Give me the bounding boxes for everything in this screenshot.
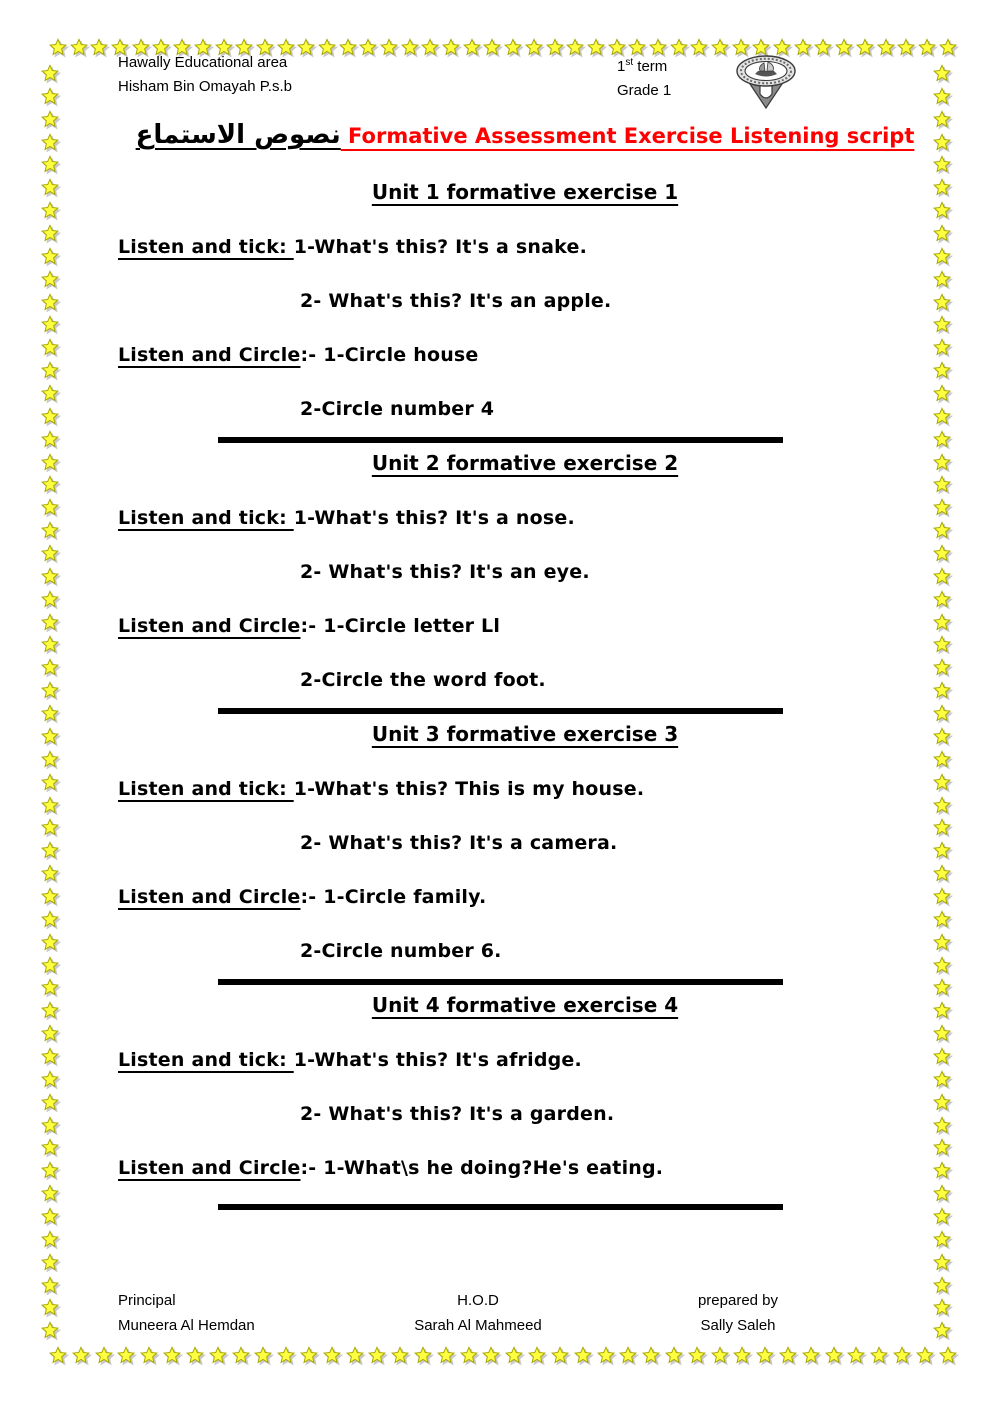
star-icon xyxy=(459,1346,479,1365)
star-icon xyxy=(932,1138,952,1157)
hod-role-label: H.O.D xyxy=(457,1292,499,1309)
unit-section-4 xyxy=(118,992,932,1210)
star-icon xyxy=(755,1346,775,1365)
star-icon xyxy=(69,38,89,57)
star-icon xyxy=(550,1346,570,1365)
star-icon xyxy=(573,1346,593,1365)
unit-3-circle-line-1 xyxy=(118,885,932,909)
star-icon xyxy=(413,1346,433,1365)
star-icon xyxy=(932,430,952,449)
star-border-right xyxy=(932,64,954,1341)
star-icon xyxy=(932,338,952,357)
star-icon xyxy=(687,1346,707,1365)
circle-punctuation: :- xyxy=(300,1157,324,1179)
listen-and-circle-label: Listen and Circle xyxy=(118,886,301,908)
star-icon xyxy=(932,727,952,746)
unit-4-tick-line-1 xyxy=(118,1048,932,1072)
star-icon xyxy=(231,1346,251,1365)
title-arabic: نصوص الاستماع xyxy=(135,120,341,150)
star-icon xyxy=(40,87,60,106)
star-icon xyxy=(824,1346,844,1365)
star-icon xyxy=(932,750,952,769)
star-icon xyxy=(71,1346,91,1365)
star-icon xyxy=(932,635,952,654)
unit-1-heading: Unit 1 formative exercise 1 xyxy=(371,180,679,204)
header-term-block xyxy=(617,51,671,103)
star-icon xyxy=(932,315,952,334)
tick-item-1: 1-What's this? It's afridge. xyxy=(293,1049,582,1071)
section-divider-2 xyxy=(218,708,783,714)
star-icon xyxy=(40,1184,60,1203)
star-icon xyxy=(892,1346,912,1365)
star-icon xyxy=(932,1184,952,1203)
unit-2-heading: Unit 2 formative exercise 2 xyxy=(371,451,679,475)
prepared-by-role-label: prepared by xyxy=(697,1292,779,1309)
star-icon xyxy=(932,1161,952,1180)
star-icon xyxy=(664,1346,684,1365)
term-word: term xyxy=(633,58,668,75)
term-number: 1 xyxy=(617,58,626,75)
star-icon xyxy=(504,1346,524,1365)
section-divider-3 xyxy=(218,979,783,985)
tick-item-1: 1-What's this? This is my house. xyxy=(293,778,645,800)
star-icon xyxy=(40,727,60,746)
star-icon xyxy=(208,1346,228,1365)
star-icon xyxy=(40,64,60,83)
star-icon xyxy=(40,338,60,357)
star-icon xyxy=(932,1321,952,1340)
term-label xyxy=(617,51,671,79)
listen-and-tick-label: Listen and tick: xyxy=(118,778,294,800)
unit-2-tick-line-1 xyxy=(118,506,932,530)
unit-1-circle-line-2: 2-Circle number 4 xyxy=(300,398,495,420)
star-icon xyxy=(40,1161,60,1180)
star-icon xyxy=(436,1346,456,1365)
star-icon xyxy=(932,133,952,152)
star-icon xyxy=(932,796,952,815)
star-icon xyxy=(48,1346,68,1365)
star-icon xyxy=(89,38,109,57)
star-icon xyxy=(932,1230,952,1249)
document-header xyxy=(118,48,932,118)
star-icon xyxy=(932,956,952,975)
header-left-block xyxy=(118,51,292,99)
star-icon xyxy=(932,773,952,792)
unit-1-tick-line-1 xyxy=(118,235,932,259)
star-icon xyxy=(932,475,952,494)
star-icon xyxy=(40,658,60,677)
star-icon xyxy=(40,567,60,586)
star-icon xyxy=(801,1346,821,1365)
listen-and-tick-label: Listen and tick: xyxy=(118,236,294,258)
unit-3-tick-line-2: 2- What's this? It's a camera. xyxy=(300,832,618,854)
star-icon xyxy=(932,1024,952,1043)
star-icon xyxy=(40,956,60,975)
star-icon xyxy=(596,1346,616,1365)
star-icon xyxy=(40,750,60,769)
footer-hod-column xyxy=(353,1288,603,1338)
star-icon xyxy=(116,1346,136,1365)
unit-section-3 xyxy=(118,721,932,985)
unit-2-circle-line-2: 2-Circle the word foot. xyxy=(300,669,546,691)
kuwait-emblem-icon xyxy=(734,52,798,116)
school-name-label: Hisham Bin Omayah P.s.b xyxy=(118,78,292,95)
star-icon xyxy=(932,887,952,906)
unit-section-1 xyxy=(118,179,932,443)
star-icon xyxy=(40,475,60,494)
star-icon xyxy=(48,38,68,57)
star-icon xyxy=(938,38,958,57)
star-icon xyxy=(40,681,60,700)
circle-item-1: 1-What\s he doing?He's eating. xyxy=(323,1157,664,1179)
star-icon xyxy=(932,864,952,883)
star-icon xyxy=(40,1024,60,1043)
circle-item-1: 1-Circle house xyxy=(323,344,479,366)
unit-1-tick-line-2: 2- What's this? It's an apple. xyxy=(300,290,612,312)
star-icon xyxy=(932,1001,952,1020)
star-icon xyxy=(618,1346,638,1365)
star-icon xyxy=(932,1207,952,1226)
star-icon xyxy=(40,315,60,334)
star-icon xyxy=(40,773,60,792)
star-icon xyxy=(40,910,60,929)
unit-2-tick-line-2: 2- What's this? It's an eye. xyxy=(300,561,590,583)
star-icon xyxy=(932,201,952,220)
listen-and-circle-label: Listen and Circle xyxy=(118,1157,301,1179)
star-icon xyxy=(345,1346,365,1365)
star-icon xyxy=(162,1346,182,1365)
unit-1-circle-line-1 xyxy=(118,343,932,367)
star-icon xyxy=(932,613,952,632)
unit-section-2 xyxy=(118,450,932,714)
star-icon xyxy=(40,384,60,403)
star-icon xyxy=(139,1346,159,1365)
star-icon xyxy=(932,1276,952,1295)
principal-name: Muneera Al Hemdan xyxy=(118,1317,255,1334)
document-content xyxy=(118,48,932,1340)
circle-item-1: 1-Circle letter Ll xyxy=(323,615,501,637)
star-icon xyxy=(932,407,952,426)
star-icon xyxy=(40,933,60,952)
star-icon xyxy=(481,1346,501,1365)
star-icon xyxy=(299,1346,319,1365)
star-icon xyxy=(185,1346,205,1365)
star-icon xyxy=(40,361,60,380)
star-icon xyxy=(932,1047,952,1066)
unit-4-heading: Unit 4 formative exercise 4 xyxy=(371,993,679,1017)
star-icon xyxy=(40,1001,60,1020)
section-divider-4 xyxy=(218,1204,783,1210)
star-icon xyxy=(40,201,60,220)
star-icon xyxy=(40,247,60,266)
star-icon xyxy=(40,818,60,837)
star-icon xyxy=(932,681,952,700)
star-icon xyxy=(932,178,952,197)
star-icon xyxy=(932,590,952,609)
star-icon xyxy=(253,1346,273,1365)
star-icon xyxy=(932,453,952,472)
star-icon xyxy=(40,864,60,883)
star-icon xyxy=(40,1298,60,1317)
grade-label: Grade 1 xyxy=(617,82,672,99)
circle-item-1: 1-Circle family. xyxy=(323,886,487,908)
unit-3-circle-line-2: 2-Circle number 6. xyxy=(300,940,502,962)
star-icon xyxy=(710,1346,730,1365)
star-icon xyxy=(40,1276,60,1295)
educational-area-label: Hawally Educational area xyxy=(118,54,288,71)
star-icon xyxy=(932,1070,952,1089)
footer-prepared-by-column xyxy=(618,1288,858,1338)
term-ordinal-suffix: st xyxy=(625,57,634,68)
star-icon xyxy=(938,1346,958,1365)
star-icon xyxy=(778,1346,798,1365)
star-icon xyxy=(932,498,952,517)
star-icon xyxy=(732,1346,752,1365)
title-english: Formative Assessment Exercise Listening script xyxy=(340,124,915,148)
star-icon xyxy=(40,498,60,517)
star-icon xyxy=(367,1346,387,1365)
tick-item-1: 1-What's this? It's a snake. xyxy=(293,236,587,258)
star-icon xyxy=(932,155,952,174)
star-icon xyxy=(932,247,952,266)
star-icon xyxy=(932,544,952,563)
hod-name: Sarah Al Mahmeed xyxy=(414,1317,542,1334)
star-icon xyxy=(915,1346,935,1365)
star-icon xyxy=(40,796,60,815)
star-icon xyxy=(40,1321,60,1340)
listen-and-circle-label: Listen and Circle xyxy=(118,344,301,366)
star-icon xyxy=(390,1346,410,1365)
listen-and-circle-label: Listen and Circle xyxy=(118,615,301,637)
star-icon xyxy=(641,1346,661,1365)
star-icon xyxy=(846,1346,866,1365)
star-icon xyxy=(40,407,60,426)
star-icon xyxy=(932,64,952,83)
star-icon xyxy=(932,224,952,243)
star-icon xyxy=(40,1047,60,1066)
star-icon xyxy=(932,110,952,129)
document-footer xyxy=(118,1288,932,1340)
star-icon xyxy=(40,133,60,152)
star-border-bottom xyxy=(48,1346,958,1365)
star-icon xyxy=(40,1253,60,1272)
star-icon xyxy=(322,1346,342,1365)
star-border-left xyxy=(40,64,62,1341)
star-icon xyxy=(932,293,952,312)
star-icon xyxy=(40,590,60,609)
document-title xyxy=(118,118,932,155)
star-icon xyxy=(932,521,952,540)
star-icon xyxy=(40,544,60,563)
star-icon xyxy=(40,887,60,906)
star-icon xyxy=(40,1230,60,1249)
unit-2-circle-line-1 xyxy=(118,614,932,638)
unit-4-tick-line-2: 2- What's this? It's a garden. xyxy=(300,1103,615,1125)
footer-principal-column xyxy=(118,1288,255,1338)
circle-punctuation: :- xyxy=(300,886,324,908)
star-icon xyxy=(276,1346,296,1365)
star-icon xyxy=(40,841,60,860)
star-icon xyxy=(932,704,952,723)
star-icon xyxy=(40,635,60,654)
principal-role-label: Principal xyxy=(118,1292,176,1309)
star-icon xyxy=(932,1116,952,1135)
star-icon xyxy=(40,224,60,243)
listen-and-tick-label: Listen and tick: xyxy=(118,507,294,529)
star-icon xyxy=(40,613,60,632)
star-icon xyxy=(40,270,60,289)
star-icon xyxy=(932,87,952,106)
circle-punctuation: :- xyxy=(300,344,324,366)
star-icon xyxy=(40,521,60,540)
star-icon xyxy=(932,818,952,837)
star-icon xyxy=(40,978,60,997)
star-icon xyxy=(40,1116,60,1135)
star-icon xyxy=(932,270,952,289)
section-divider-1 xyxy=(218,437,783,443)
star-icon xyxy=(869,1346,889,1365)
unit-3-heading: Unit 3 formative exercise 3 xyxy=(371,722,679,746)
star-icon xyxy=(40,1070,60,1089)
star-icon xyxy=(932,841,952,860)
star-icon xyxy=(40,155,60,174)
star-icon xyxy=(40,178,60,197)
star-icon xyxy=(40,110,60,129)
star-icon xyxy=(94,1346,114,1365)
unit-4-circle-line-1 xyxy=(118,1156,932,1180)
star-icon xyxy=(932,910,952,929)
unit-3-tick-line-1 xyxy=(118,777,932,801)
star-icon xyxy=(40,453,60,472)
star-icon xyxy=(932,658,952,677)
star-icon xyxy=(40,430,60,449)
prepared-by-name: Sally Saleh xyxy=(700,1317,776,1334)
star-icon xyxy=(40,1207,60,1226)
star-icon xyxy=(932,361,952,380)
star-icon xyxy=(40,1093,60,1112)
star-icon xyxy=(40,293,60,312)
star-icon xyxy=(527,1346,547,1365)
star-icon xyxy=(932,1253,952,1272)
star-icon xyxy=(932,978,952,997)
star-icon xyxy=(932,1298,952,1317)
star-icon xyxy=(932,567,952,586)
listen-and-tick-label: Listen and tick: xyxy=(118,1049,294,1071)
star-icon xyxy=(932,933,952,952)
circle-punctuation: :- xyxy=(300,615,324,637)
star-icon xyxy=(40,1138,60,1157)
star-icon xyxy=(932,384,952,403)
star-icon xyxy=(932,1093,952,1112)
tick-item-1: 1-What's this? It's a nose. xyxy=(293,507,575,529)
star-icon xyxy=(40,704,60,723)
